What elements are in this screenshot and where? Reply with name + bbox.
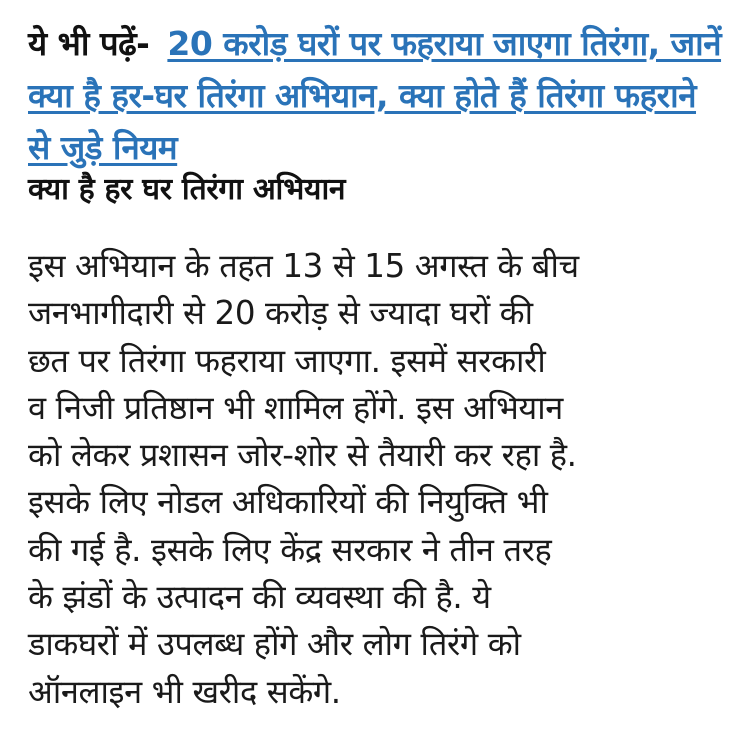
paragraph-line: की गई है. इसके लिए केंद्र सरकार ने तीन तरह <box>28 530 552 569</box>
paragraph-line: इस अभियान के तहत 13 से 15 अगस्त के बीच <box>28 247 579 285</box>
paragraph-line: को लेकर प्रशासन जोर-शोर से तैयारी कर रहा है. <box>28 436 577 475</box>
paragraph-line: के झंडों के उत्पादन की व्यवस्था की है. ये <box>28 578 491 617</box>
paragraph-line: इसके लिए नोडल अधिकारियों की नियुक्ति भी <box>28 483 548 522</box>
read-also-block <box>28 18 728 174</box>
related-article-link[interactable]: 20 करोड़ घरों पर फहराया जाएगा तिरंगा, जानें क्या है हर-घर तिरंगा अभियान, क्या होते हैं तिरंगा फहराने से जुड़े नियम <box>28 24 722 167</box>
read-also-label: ये भी पढ़ें- <box>28 24 150 63</box>
paragraph-line: छत पर तिरंगा फहराया जाएगा. इसमें सरकारी <box>28 341 546 380</box>
paragraph-line: व निजी प्रतिष्ठान भी शामिल होंगे. इस अभियान <box>28 388 563 427</box>
paragraph-line: डाकघरों में उपलब्ध होंगे और लोग तिरंगे को <box>28 625 521 664</box>
paragraph-line: जनभागीदारी से 20 करोड़ से ज्यादा घरों की <box>28 294 533 333</box>
section-heading: क्या है हर घर तिरंगा अभियान <box>28 172 346 207</box>
article-paragraph <box>28 243 728 716</box>
paragraph-line: ऑनलाइन भी खरीद सकेंगे. <box>28 672 341 711</box>
